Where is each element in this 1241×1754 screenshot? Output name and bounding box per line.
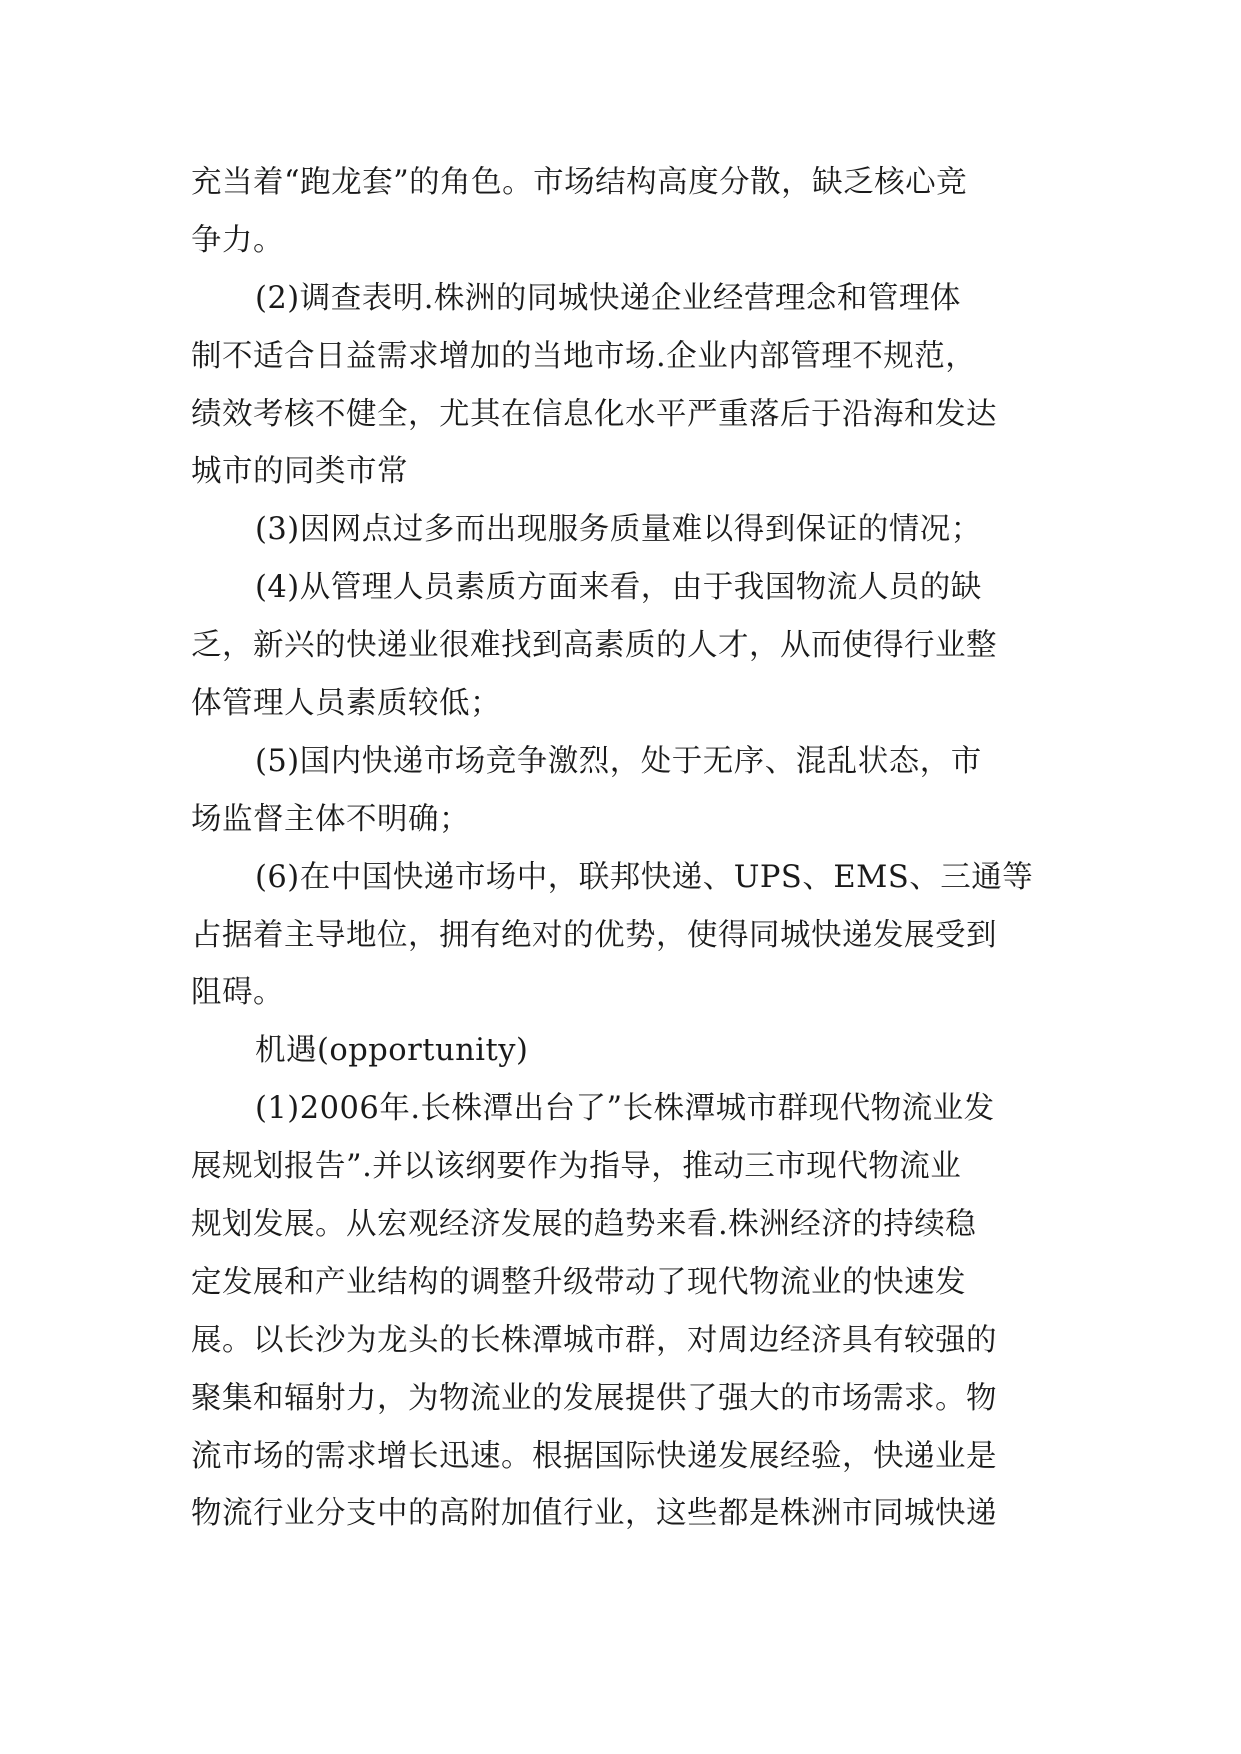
- section-heading: 机遇(opportunity): [255, 1033, 529, 1069]
- text-line: 展规划报告”.并以该纲要作为指导，推动三市现代物流业: [191, 1149, 962, 1185]
- text-line: 争力。: [191, 222, 284, 258]
- text-line: (1)2006年.长株潭出台了”长株潭城市群现代物流业发: [255, 1091, 995, 1127]
- text-line: 场监督主体不明确；: [191, 801, 470, 837]
- text-line: (4)从管理人员素质方面来看，由于我国物流人员的缺: [255, 570, 982, 606]
- text-line: 流市场的需求增长迅速。根据国际快递发展经验，快递业是: [191, 1438, 997, 1474]
- document-body: [191, 154, 1051, 1543]
- text-line: 绩效考核不健全，尤其在信息化水平严重落后于沿海和发达: [191, 396, 997, 432]
- text-line: 乏，新兴的快递业很难找到高素质的人才，从而使得行业整: [191, 628, 997, 664]
- text-line: 阻碍。: [191, 975, 284, 1011]
- text-line: (3)因网点过多而出现服务质量难以得到保证的情况；: [255, 512, 982, 548]
- text-line: 物流行业分支中的高附加值行业，这些都是株洲市同城快递: [191, 1496, 997, 1532]
- text-line: 制不适合日益需求增加的当地市场.企业内部管理不规范，: [191, 338, 977, 374]
- text-line: 定发展和产业结构的调整升级带动了现代物流业的快速发: [191, 1264, 966, 1300]
- text-line: 规划发展。从宏观经济发展的趋势来看.株洲经济的持续稳: [191, 1207, 977, 1243]
- text-line: 聚集和辐射力，为物流业的发展提供了强大的市场需求。物: [191, 1380, 997, 1416]
- text-line: 体管理人员素质较低；: [191, 686, 501, 722]
- text-line: (5)国内快递市场竞争激烈，处于无序、混乱状态，市: [255, 743, 982, 779]
- text-line: 展。以长沙为龙头的长株潭城市群，对周边经济具有较强的: [191, 1322, 997, 1358]
- text-line: 充当着“跑龙套”的角色。市场结构高度分散，缺乏核心竞: [191, 165, 968, 200]
- text-line: 城市的同类市常: [191, 454, 408, 490]
- text-line: (2)调查表明.株洲的同城快递企业经营理念和管理体: [255, 280, 961, 316]
- text-line: (6)在中国快递市场中，联邦快递、UPS、EMS、三通等: [255, 859, 1034, 895]
- text-line: 占据着主导地位，拥有绝对的优势，使得同城快递发展受到: [191, 917, 997, 953]
